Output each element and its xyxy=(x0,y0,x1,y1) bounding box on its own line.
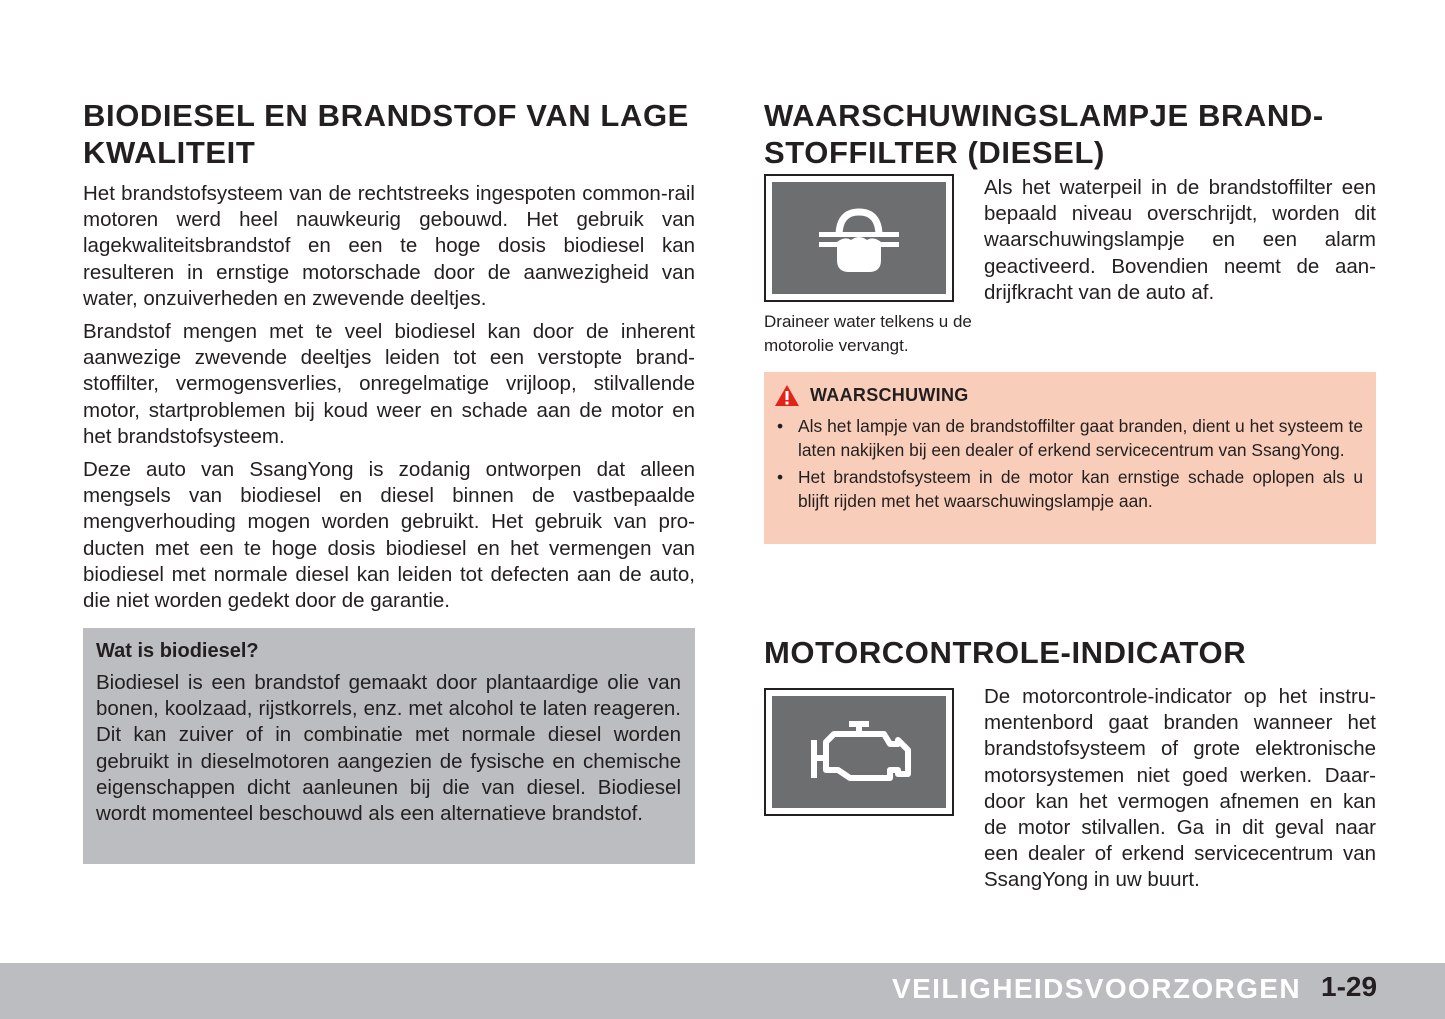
footer-section-title: VEILIGHEIDSVOORZORGEN xyxy=(892,973,1301,1004)
warning-item: • Het brandstofsysteem in de motor kan ernstige schade oplopen als u blijft rijden met het waarschuwingslampje aan. xyxy=(777,467,1363,511)
fuel-filter-text: Als het waterpeil in de brandstoffilter een bepaald niveau overschrijdt, worden dit waarschuwingslampje en een alarm geactiveerd. Bovendien neemt de aandrijfkracht van de auto af. xyxy=(984,176,1376,304)
warning-list xyxy=(777,414,1363,516)
paragraph-2: Brandstof mengen met te veel biodiesel kan door de inherent aanwezige zwevende deeltjes leiden tot een verstopte brandstoffilter, vermogensverlies, onregelmatige vrijloop, stilvallende motor, startproblemen bij koud weer en schade aan de motor en het brandstofsysteem. xyxy=(83,320,695,448)
warning-header xyxy=(774,384,969,407)
warning-triangle-icon xyxy=(774,384,800,407)
fuel-filter-water-icon xyxy=(809,198,909,278)
heading-engine-indicator: MOTORCONTROLE-INDICATOR xyxy=(764,635,1247,670)
info-box-text: Biodiesel is een brandstof gemaakt door plantaardige olie van bonen, koolzaad, rijstkorrels, enz. met alcohol te laten reageren. Dit kan zuiver of in combinatie met normale diesel worden gebruikt in dieselmotoren aangezien de fysische en chemische eigenschappen dicht aanleunen bij die van diesel. Biodiesel wordt momenteel beschouwd als een alternatieve brandstof. xyxy=(96,671,681,826)
fuel-filter-icon-frame xyxy=(764,174,954,302)
paragraph-1: Het brandstofsysteem van de rechtstreeks ingespoten common-rail motoren werd heel nauwkeurig gebouwd. Het gebruik van lagekwaliteitsbrandstof en een te hoge dosis biodiesel kan resulteren in ernstige motorschade door de aanwezigheid van water, onzuiverheden en zwevende deeltjes. xyxy=(83,182,695,310)
check-engine-icon xyxy=(794,712,924,792)
info-box-biodiesel xyxy=(83,628,695,864)
warning-box xyxy=(764,372,1376,544)
info-box-title: Wat is biodiesel? xyxy=(96,640,259,662)
engine-indicator-text: De motorcontrole-indicator op het instrumentenbord gaat branden wanneer het brandstofsysteem of grote elektronische motorsystemen niet goed werken. Daardoor kan het vermogen afnemen en kan de motor stilvallen. Ga in dit geval naar een dealer of erkend servicecentrum van SsangYong in uw buurt. xyxy=(984,685,1376,892)
heading-biodiesel: BIODIESEL EN BRANDSTOF VAN LAGE KWALITEIT xyxy=(83,98,689,170)
page-number: 1-29 xyxy=(1321,971,1378,1002)
heading-fuel-filter-warning: WAARSCHUWINGSLAMPJE BRANDSTOFFILTER (DIESEL) xyxy=(764,98,1324,170)
warning-item: • Als het lampje van de brandstoffilter gaat branden, dient u het systeem te laten nakijken bij een dealer of erkend servicecentrum van SsangYong. xyxy=(777,416,1363,460)
footer-bar xyxy=(0,963,1445,1019)
fuel-filter-caption: Draineer water telkens u de motorolie vervangt. xyxy=(764,312,972,355)
paragraph-3: Deze auto van SsangYong is zodanig ontworpen dat alleen mengsels van biodiesel en diesel binnen de vastbepaalde mengverhouding mogen worden gebruikt. Het gebruik van producten met een te hoge dosis biodiesel en het vermengen van biodiesel met normale diesel kan leiden tot defecten aan de auto, die niet worden gedekt door de garantie. xyxy=(83,458,695,613)
warning-title: WAARSCHUWING xyxy=(810,385,969,405)
engine-icon-frame xyxy=(764,688,954,816)
